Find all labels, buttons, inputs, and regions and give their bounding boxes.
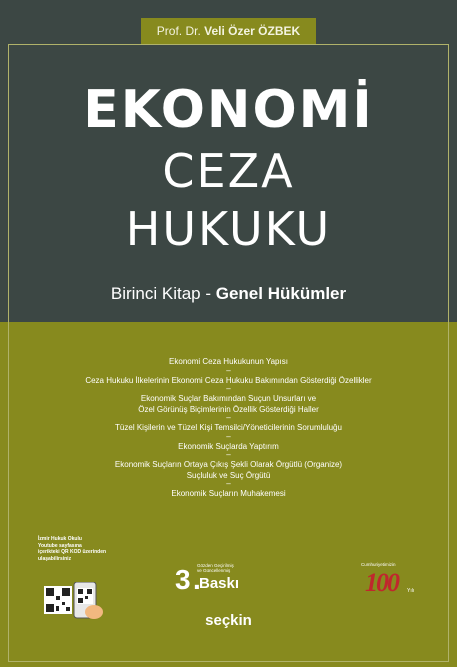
toc-separator: – bbox=[226, 384, 231, 393]
subtitle bbox=[0, 284, 457, 304]
qr-note-line: İzmir Hukuk Okulu bbox=[38, 536, 82, 542]
publisher-logo: seçkin bbox=[205, 612, 252, 629]
edition-badge bbox=[175, 560, 255, 600]
toc-separator: – bbox=[226, 450, 231, 459]
seal-caption: Cumhuriyetimizin bbox=[361, 562, 396, 567]
toc-item: Özel Görünüş Biçimlerinin Özellik Gösterdiği Haller bbox=[138, 404, 319, 414]
qr-note bbox=[38, 536, 108, 562]
toc-separator: – bbox=[226, 365, 231, 375]
edition-note-line: Gözden Geçirilmiş bbox=[197, 563, 234, 568]
seal-number: 100 bbox=[365, 568, 398, 597]
toc-item: Suçluluk ve Suç Örgütü bbox=[186, 470, 271, 480]
author-name: Veli Özer ÖZBEK bbox=[204, 24, 301, 38]
toc-separator: – bbox=[226, 479, 231, 488]
centennial-seal bbox=[355, 562, 415, 602]
edition-note-line: ve Güncellenmiş bbox=[197, 568, 231, 573]
table-of-contents bbox=[70, 357, 387, 500]
seal-suffix: Yılı bbox=[407, 588, 415, 594]
title-line-3: HUKUKU bbox=[125, 202, 332, 256]
edition-number: 3 bbox=[175, 564, 191, 595]
qr-note-line: Youtube sayfasına bbox=[38, 542, 82, 549]
qr-note-line: içerikteki QR KOD üzerinden bbox=[38, 549, 107, 555]
author-prefix: Prof. Dr. bbox=[156, 24, 201, 38]
edition-dot: . bbox=[193, 564, 201, 595]
qr-note-line: ulaşabilirsiniz bbox=[38, 555, 72, 562]
toc-item: Ekonomik Suçlar Bakımından Suçun Unsurları ve bbox=[140, 394, 317, 403]
title-line-2: CEZA bbox=[162, 144, 295, 198]
edition-note bbox=[197, 563, 253, 573]
toc-item: Ekonomik Suçların Muhakemesi bbox=[171, 489, 286, 498]
toc-item: Ceza Hukuku İlkelerinin Ekonomi Ceza Hukuku Bakımından Gösterdiği Özellikler bbox=[85, 375, 372, 385]
toc-item: Ekonomik Suçların Ortaya Çıkış Şekli Olarak Örgütlü (Organize) bbox=[114, 460, 343, 469]
toc-item: Ekonomik Suçlarda Yaptırım bbox=[178, 441, 279, 451]
edition-word: Baskı bbox=[199, 575, 240, 592]
toc-separator: – bbox=[226, 413, 231, 422]
subtitle-bold: Genel Hükümler bbox=[215, 284, 347, 303]
toc-separator: – bbox=[226, 431, 231, 441]
toc-item: Tüzel Kişilerin ve Tüzel Kişi Temsilci/Yöneticilerinin Sorumluluğu bbox=[115, 423, 342, 432]
subtitle-normal: Birinci Kitap - bbox=[110, 284, 216, 303]
toc-item: Ekonomi Ceza Hukukunun Yapısı bbox=[169, 357, 288, 366]
title-line-1: EKONOMİ bbox=[83, 80, 374, 140]
author-band bbox=[141, 18, 316, 44]
